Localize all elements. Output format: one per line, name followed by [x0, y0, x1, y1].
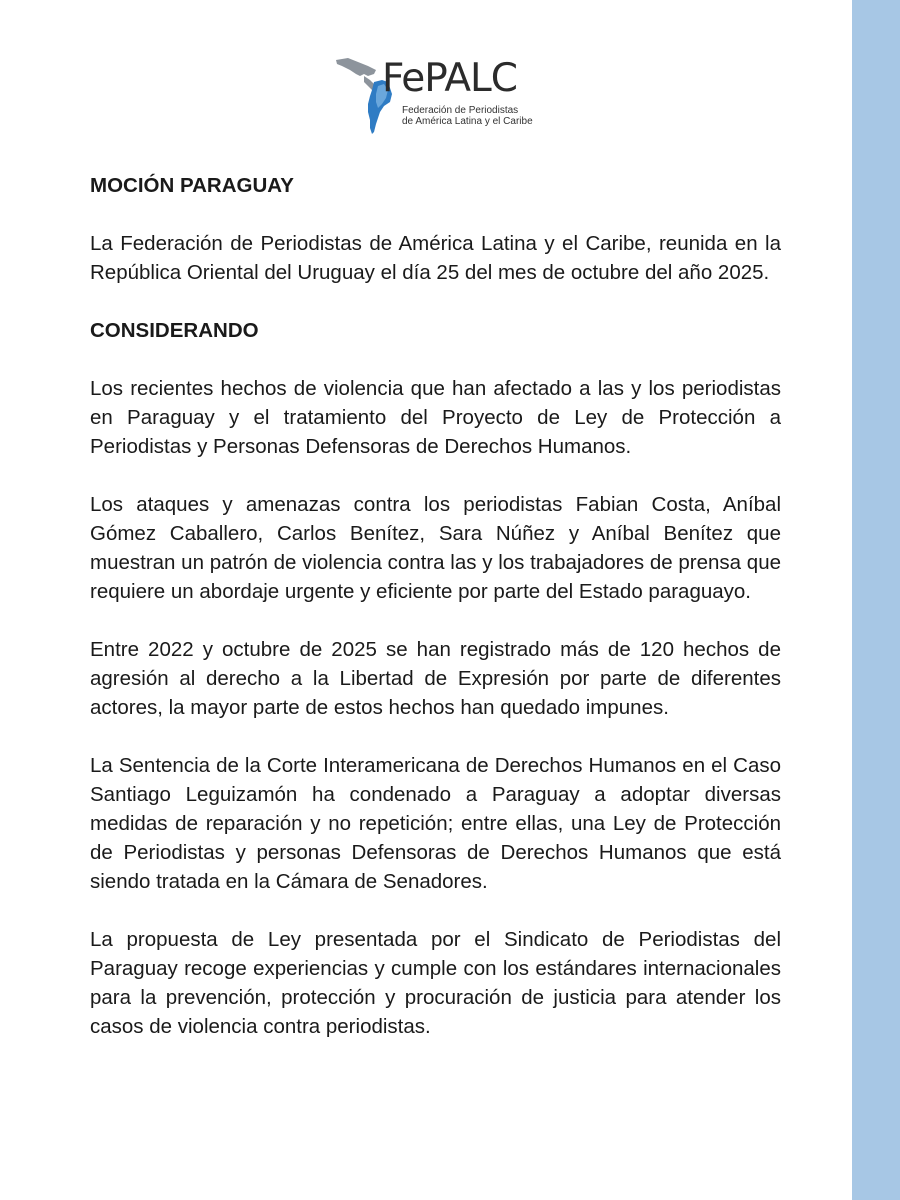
logo-wordmark: FePALC: [382, 56, 517, 101]
logo-subtitle: [402, 105, 533, 127]
paragraph: La propuesta de Ley presentada por el Sindicato de Periodistas del Paraguay recoge experiencias y cumple con los estándares internacionales para la prevención, protección y procuración de justicia para atender los casos de violencia contra periodistas.: [90, 928, 781, 1038]
fepalc-logo: [334, 54, 544, 136]
logo-subtitle-line2: de América Latina y el Caribe: [402, 116, 533, 127]
paragraph: Entre 2022 y octubre de 2025 se han registrado más de 120 hechos de agresión al derecho a la Libertad de Expresión por parte de diferentes actores, la mayor parte de estos hechos han quedado impunes.: [90, 638, 781, 719]
section-heading: CONSIDERANDO: [90, 319, 259, 342]
paragraph: Los recientes hechos de violencia que han afectado a las y los periodistas en Paraguay y el tratamiento del Proyecto de Ley de Protección a Periodistas y Personas Defensoras de Derechos Humanos.: [90, 377, 781, 458]
intro-paragraph: La Federación de Periodistas de América Latina y el Caribe, reunida en la República Oriental del Uruguay el día 25 del mes de octubre del año 2025.: [90, 232, 781, 284]
paragraph: Los ataques y amenazas contra los periodistas Fabian Costa, Aníbal Gómez Caballero, Carlos Benítez, Sara Núñez y Aníbal Benítez que muestran un patrón de violencia contra las y los trabajadores de prensa que requiere un abordaje urgente y eficiente por parte del Estado paraguayo.: [90, 493, 781, 603]
document-body: [90, 171, 781, 1041]
logo-subtitle-line1: Federación de Periodistas: [402, 105, 519, 116]
document-title: MOCIÓN PARAGUAY: [90, 174, 294, 197]
paragraph: La Sentencia de la Corte Interamericana de Derechos Humanos en el Caso Santiago Leguizamón ha condenado a Paraguay a adoptar diversas medidas de reparación y no repetición; entre ellas, una Ley de Protección de Periodistas y personas Defensoras de Derechos Humanos que está siendo tratada en la Cámara de Senadores.: [90, 754, 781, 893]
right-decorative-band: [852, 0, 900, 1200]
